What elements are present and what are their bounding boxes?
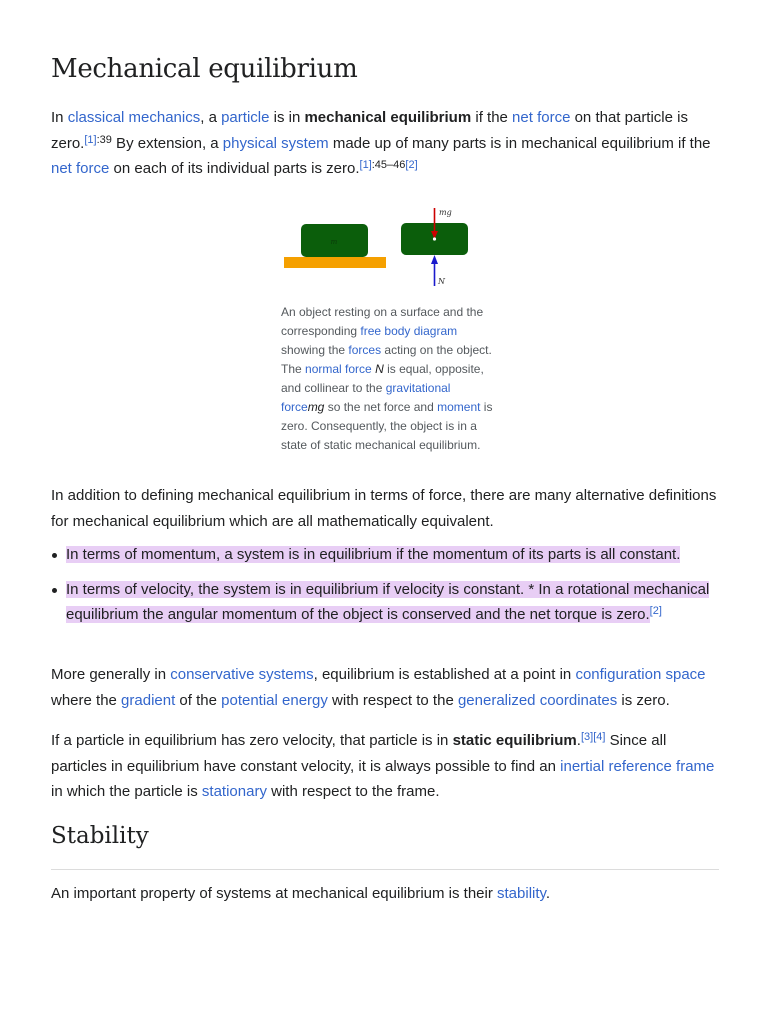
text: made up of many parts is in mechanical equilibrium if the: [328, 134, 711, 152]
italic-symbol: N: [375, 362, 384, 376]
normal-arrow-head: [431, 255, 438, 264]
citation: [650, 605, 662, 617]
link-inertial-reference-frame[interactable]: inertial reference frame: [560, 757, 715, 775]
citation-page: :39: [96, 133, 112, 146]
list-item: [51, 577, 721, 628]
section-heading-stability: Stability: [51, 823, 149, 849]
text: where the: [51, 691, 122, 709]
definitions-list: [51, 542, 721, 637]
text: so the net force and: [324, 400, 438, 414]
link-normal-force[interactable]: normal force: [305, 362, 372, 376]
intro-paragraph: [51, 105, 721, 182]
link-conservative-systems[interactable]: conservative systems: [170, 666, 314, 683]
text: An important property of systems at mechanical equilibrium is their: [51, 885, 498, 902]
text: on each of its individual parts is zero.: [109, 160, 360, 177]
text: on that particle is zero.: [51, 109, 688, 152]
text: In: [51, 109, 68, 126]
citation-link[interactable]: [1]: [359, 159, 372, 171]
heading-divider: [51, 869, 719, 870]
text: of the: [175, 691, 222, 709]
surface: [284, 257, 386, 268]
definitions-paragraph: In addition to defining mechanical equilibrium in terms of force, there are many alternative definitions for mechanical equilibrium which are all mathematically equivalent.: [51, 487, 717, 530]
mass-label: m: [330, 238, 338, 246]
text: is in: [269, 109, 305, 126]
link-stability[interactable]: stability: [497, 885, 546, 902]
text: in which the particle is: [51, 783, 202, 800]
citation-link[interactable]: [2]: [649, 605, 662, 617]
link-configuration-space[interactable]: configuration space: [575, 666, 706, 683]
link-stationary[interactable]: stationary: [201, 783, 267, 800]
text: , equilibrium is established at a point in: [313, 666, 576, 683]
link-potential-energy[interactable]: potential energy: [221, 691, 328, 709]
citation-link[interactable]: [1]: [84, 133, 97, 146]
link-net-force[interactable]: net force: [51, 160, 110, 177]
text: is zero.: [617, 691, 670, 709]
stability-paragraph: [51, 881, 721, 907]
page-title: Mechanical equilibrium: [51, 54, 358, 84]
text: with respect to the frame.: [266, 783, 440, 800]
text: An object resting on a surface and the corresponding: [281, 305, 484, 338]
static-equilibrium-paragraph: [51, 728, 721, 805]
italic-symbol: mg: [307, 400, 325, 414]
link-particle[interactable]: particle: [221, 109, 270, 126]
normal-label: N: [438, 277, 445, 286]
link-classical-mechanics[interactable]: classical mechanics: [67, 109, 201, 126]
bold-term: static equilibrium: [452, 732, 577, 749]
text: Since all particles in equilibrium have constant velocity, it is always possible to find an: [51, 732, 667, 775]
list-item: [51, 542, 721, 568]
free-body-diagram-image: [278, 198, 498, 293]
conservative-systems-paragraph: [51, 662, 721, 713]
citation-link[interactable]: [2]: [405, 159, 418, 171]
text: By extension, a: [111, 134, 223, 152]
free-body-diagram-figure[interactable]: [278, 198, 498, 298]
text: .: [576, 732, 581, 749]
citation-page: :45–46: [371, 159, 406, 171]
link-moment[interactable]: moment: [437, 400, 481, 414]
text: with respect to the: [327, 691, 458, 709]
gravity-label: mg: [439, 208, 452, 217]
link-physical-system[interactable]: physical system: [222, 134, 329, 152]
citation-link[interactable]: [4]: [593, 731, 606, 743]
link-forces[interactable]: forces: [348, 343, 382, 357]
citation: [581, 731, 605, 743]
highlighted-text: In terms of momentum, a system is in equilibrium if the momentum of its parts is all constant.: [66, 546, 681, 563]
link-generalized-coordinates[interactable]: generalized coordinates: [457, 691, 618, 709]
text: .: [545, 885, 551, 902]
link-gravitational-force[interactable]: gravitational force: [281, 381, 451, 414]
text: If a particle in equilibrium has zero velocity, that particle is in: [51, 732, 453, 749]
citation: [360, 159, 418, 171]
bold-term: mechanical equilibrium: [304, 109, 472, 126]
citation-link[interactable]: [3]: [580, 731, 594, 743]
text: is equal, opposite, and collinear to the: [281, 362, 484, 395]
text: More generally in: [51, 666, 171, 683]
figure-caption: [281, 303, 496, 455]
link-gradient[interactable]: gradient: [121, 691, 176, 709]
highlighted-text: In terms of velocity, the system is in equilibrium if velocity is constant. * In a rotational mechanical equilibrium the angular momentum of the object is conserved and the net torque is zero.: [66, 580, 710, 623]
text: is zero. Consequently, the object is in a state of static mechanical equilibrium.: [281, 400, 493, 452]
citation: [84, 134, 112, 146]
text: showing the: [281, 343, 349, 357]
link-net-force[interactable]: net force: [512, 109, 571, 126]
link-free-body-diagram[interactable]: free body diagram: [360, 324, 458, 338]
text: acting on the object. The: [281, 343, 492, 376]
text: if the: [471, 109, 513, 126]
text: , a: [200, 109, 222, 126]
center-of-mass-dot: [433, 237, 436, 240]
